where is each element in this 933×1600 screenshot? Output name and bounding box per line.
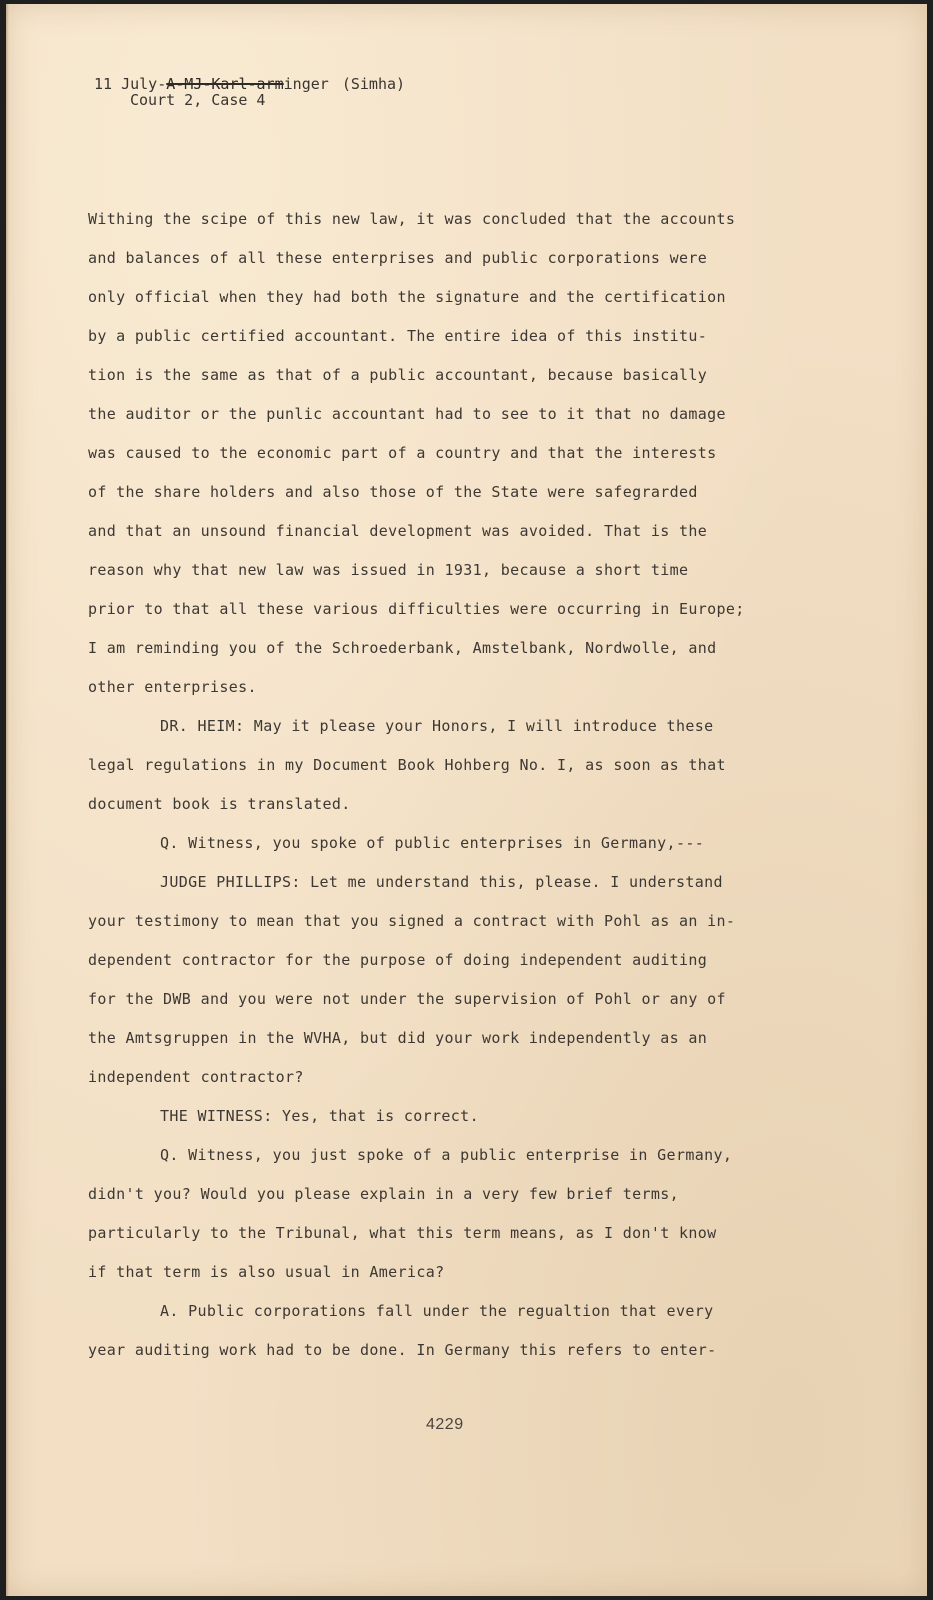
text-line: only official when they had both the signature and the certification <box>88 288 726 306</box>
text-line: other enterprises. <box>88 678 257 696</box>
text-line: year auditing work had to be done. In Germany this refers to enter- <box>88 1341 717 1359</box>
text-line: for the DWB and you were not under the supervision of Pohl or any of <box>88 990 726 1008</box>
text-line: the Amtsgruppen in the WVHA, but did your work independently as an <box>88 1029 708 1047</box>
text-line: and balances of all these enterprises and public corporations were <box>88 249 708 267</box>
text-line: the auditor or the punlic accountant had to see to it that no damage <box>88 405 726 423</box>
text-line: A. Public corporations fall under the regualtion that every <box>160 1302 714 1320</box>
text-line: legal regulations in my Document Book Hohberg No. I, as soon as that <box>88 756 726 774</box>
header-reporter: (Simha) <box>341 75 406 93</box>
text-line: particularly to the Tribunal, what this term means, as I don't know <box>88 1224 717 1242</box>
paper-edge <box>6 4 9 1596</box>
text-line: if that term is also usual in America? <box>88 1263 445 1281</box>
text-line: Q. Witness, you spoke of public enterprises in Germany,--- <box>160 834 705 852</box>
header-name: inger <box>283 75 329 93</box>
header-court-case: Court 2, Case 4 <box>130 91 266 109</box>
text-line: and that an unsound financial development was avoided. That is the <box>88 522 708 540</box>
text-line: was caused to the economic part of a country and that the interests <box>88 444 717 462</box>
text-line: independent contractor? <box>88 1068 304 1086</box>
text-line: tion is the same as that of a public accountant, because basically <box>88 366 708 384</box>
text-line: by a public certified accountant. The entire idea of this institu- <box>88 327 708 345</box>
text-line: I am reminding you of the Schroederbank, Amstelbank, Nordwolle, and <box>88 639 717 657</box>
text-line: of the share holders and also those of the State were safegrarded <box>88 483 698 501</box>
text-line: DR. HEIM: May it please your Honors, I will introduce these <box>160 717 714 735</box>
text-line: dependent contractor for the purpose of doing independent auditing <box>88 951 708 969</box>
text-line: THE WITNESS: Yes, that is correct. <box>160 1107 479 1125</box>
text-line: didn't you? Would you please explain in a very few brief terms, <box>88 1185 679 1203</box>
header-date: 11 July- <box>94 75 167 93</box>
text-line: prior to that all these various difficulties were occurring in Europe; <box>88 600 745 618</box>
transcript-body <box>88 200 848 1370</box>
document-page <box>6 4 927 1596</box>
text-line: Q. Witness, you just spoke of a public enterprise in Germany, <box>160 1146 733 1164</box>
document-header <box>94 74 405 110</box>
text-line: Withing the scipe of this new law, it was concluded that the accounts <box>88 210 736 228</box>
text-line: your testimony to mean that you signed a contract with Pohl as an in- <box>88 912 736 930</box>
header-struck-text: A-MJ-Karl-arm <box>166 75 284 93</box>
page-number: 4229 <box>426 1416 464 1433</box>
text-line: JUDGE PHILLIPS: Let me understand this, please. I understand <box>160 873 723 891</box>
text-line: document book is translated. <box>88 795 351 813</box>
text-line: reason why that new law was issued in 1931, because a short time <box>88 561 689 579</box>
